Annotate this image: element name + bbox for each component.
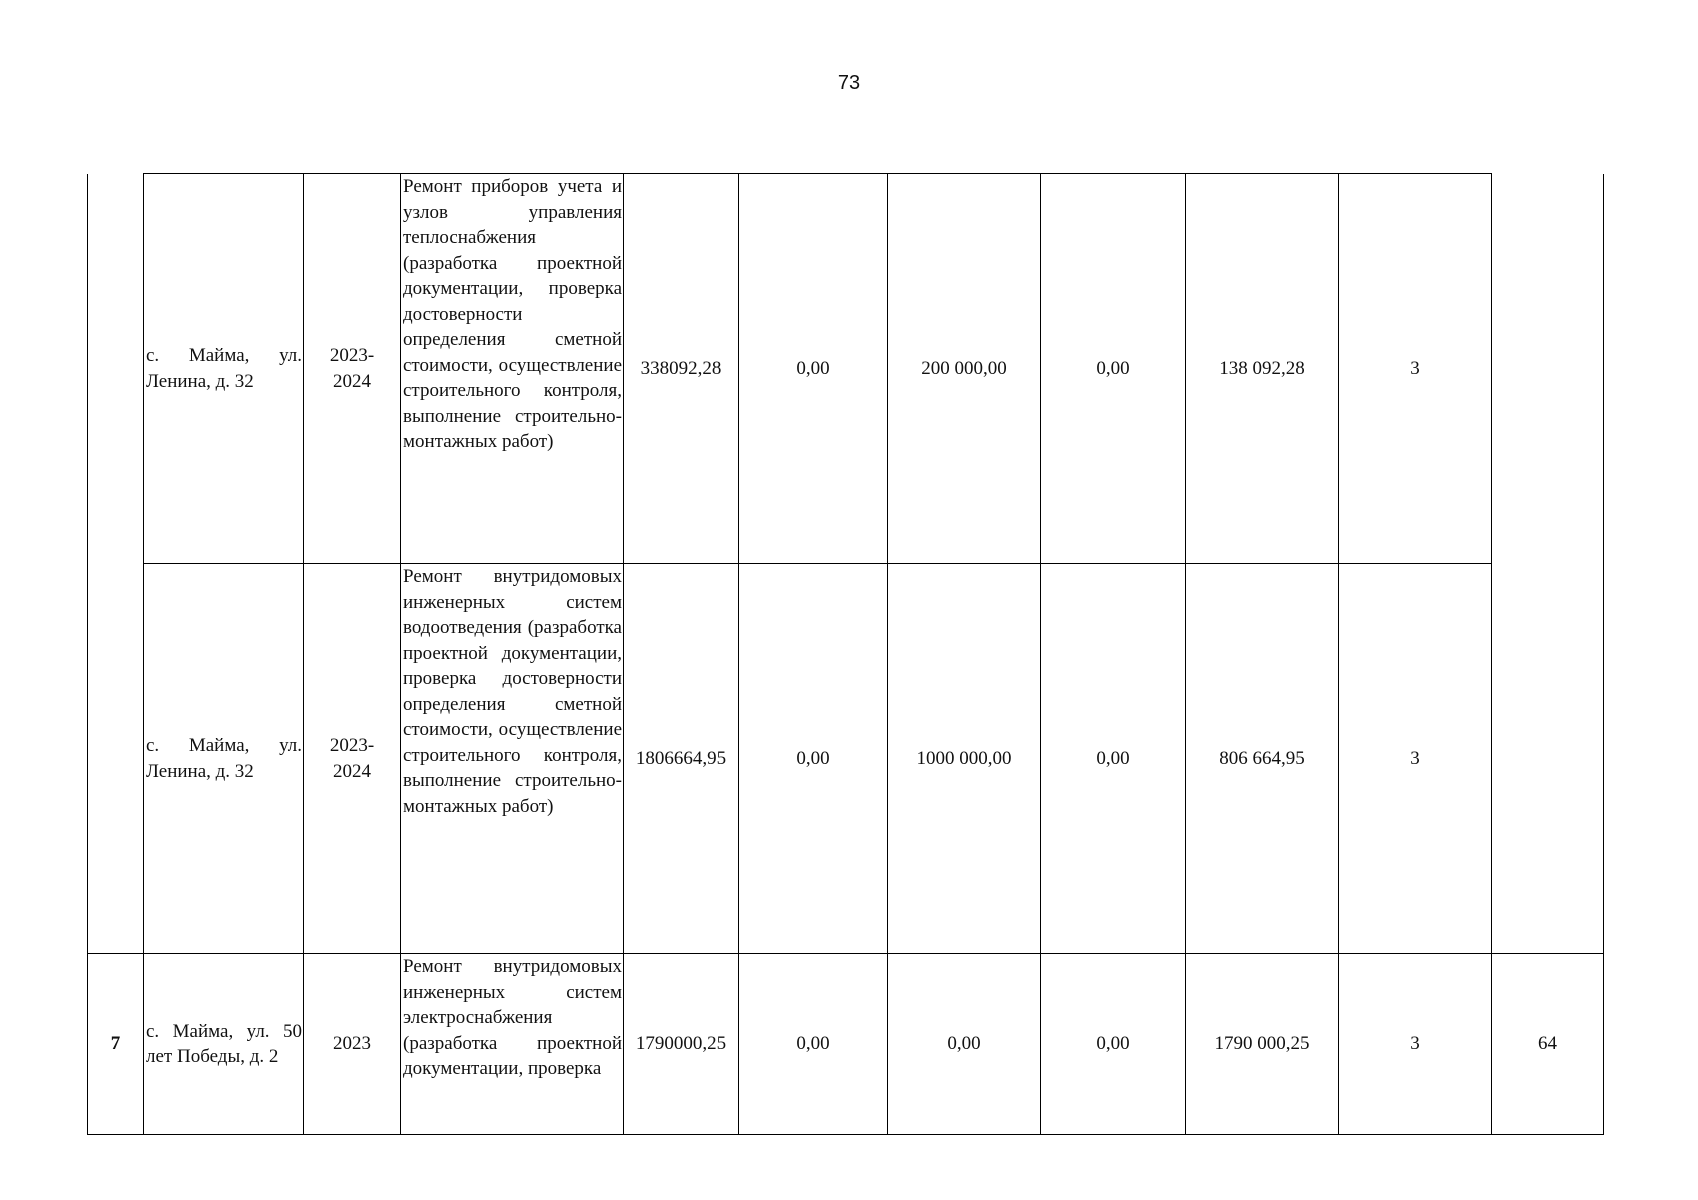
fund-2-cell: 0,00	[888, 954, 1041, 1135]
total-cost-cell: 1790000,25	[624, 954, 739, 1135]
last-value-cell	[1492, 564, 1604, 954]
fund-1-cell: 0,00	[739, 564, 888, 954]
fund-4-cell: 1790 000,25	[1186, 954, 1339, 1135]
count-cell: 3	[1339, 954, 1492, 1135]
years-text: 2023-2024	[329, 345, 375, 392]
fund-3-cell: 0,00	[1041, 564, 1186, 954]
fund-4-cell: 138 092,28	[1186, 174, 1339, 564]
work-type-cell: Ремонт внутридомовых инженерных систем электроснабжения (разработка проектной документации, проверка	[401, 954, 624, 1135]
years-cell	[304, 174, 401, 564]
fund-4-cell: 806 664,95	[1186, 564, 1339, 954]
page-number: 73	[837, 72, 861, 94]
years-cell	[304, 564, 401, 954]
row-number-cell	[88, 564, 144, 954]
row-number-cell	[88, 174, 144, 564]
fund-1-cell: 0,00	[739, 954, 888, 1135]
table-row	[88, 564, 1604, 954]
fund-1-cell: 0,00	[739, 174, 888, 564]
last-value-cell	[1492, 174, 1604, 564]
work-type-cell: Ремонт внутридомовых инженерных систем водоотведения (разработка проектной документации, проверка достоверности определения сметной стоимости, осуществление строительного контроля, выполнение строительно-монтажных работ)	[401, 564, 624, 954]
total-cost-cell: 1806664,95	[624, 564, 739, 954]
count-cell: 3	[1339, 564, 1492, 954]
work-type-cell: Ремонт приборов учета и узлов управления теплоснабжения (разработка проектной документации, проверка достоверности определения сметной стоимости, осуществление строительного контроля, выполнение строительно-монтажных работ)	[401, 174, 624, 564]
address-cell: с. Майма, ул. Ленина, д. 32	[144, 564, 304, 954]
address-cell: с. Майма, ул. Ленина, д. 32	[144, 174, 304, 564]
table-row	[88, 954, 1604, 1135]
total-cost-cell: 338092,28	[624, 174, 739, 564]
fund-3-cell: 0,00	[1041, 954, 1186, 1135]
row-number-cell: 7	[88, 954, 144, 1135]
fund-2-cell: 1000 000,00	[888, 564, 1041, 954]
last-value-cell: 64	[1492, 954, 1604, 1135]
years-cell: 2023	[304, 954, 401, 1135]
address-cell: с. Майма, ул. 50 лет Победы, д. 2	[144, 954, 304, 1135]
count-cell: 3	[1339, 174, 1492, 564]
years-text: 2023-2024	[329, 735, 375, 782]
table-row	[88, 174, 1604, 564]
repair-program-table	[87, 173, 1604, 1135]
fund-2-cell: 200 000,00	[888, 174, 1041, 564]
fund-3-cell: 0,00	[1041, 174, 1186, 564]
